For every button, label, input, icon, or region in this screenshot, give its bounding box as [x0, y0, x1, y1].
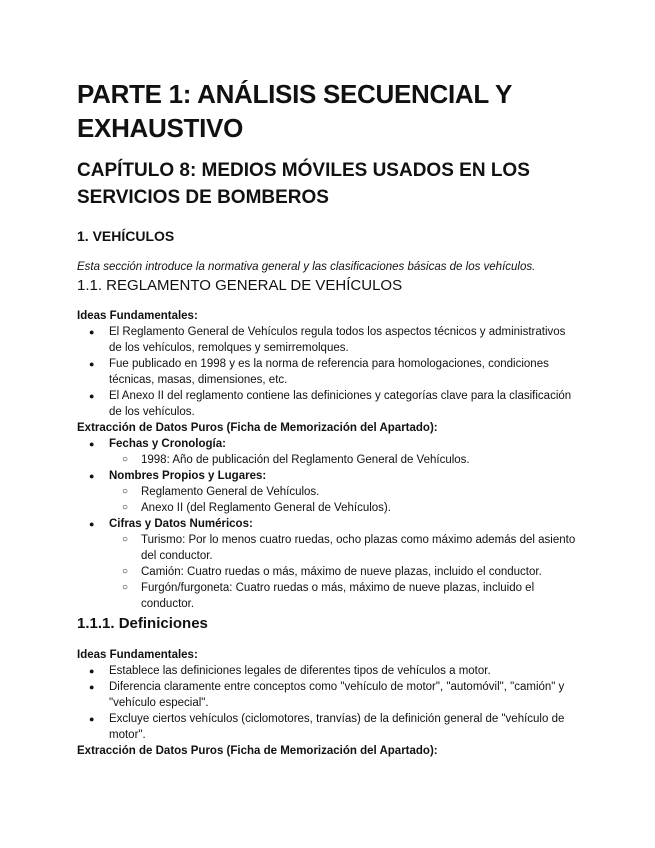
category-numbers: ● Cifras y Datos Numéricos: — [77, 516, 577, 532]
section-1-1-1-body — [77, 647, 577, 759]
list-item: ● El Reglamento General de Vehículos regula todos los aspectos técnicos y administrativos de los vehículos, remolques y semirremolques. — [77, 324, 577, 356]
section-1-1-1-title: 1.1.1. Definiciones — [77, 615, 208, 632]
section-1-1-body — [77, 308, 577, 612]
part-title: PARTE 1: ANÁLISIS SECUENCIAL Y EXHAUSTIVO — [77, 79, 512, 143]
ideas-list — [77, 663, 577, 743]
extraction-label: Extracción de Datos Puros (Ficha de Memorización del Apartado): — [77, 422, 438, 434]
category-names: ● Nombres Propios y Lugares: — [77, 468, 577, 484]
section-1-intro: Esta sección introduce la normativa general y las clasificaciones básicas de los vehículos. — [77, 261, 536, 273]
ideas-list — [77, 324, 577, 420]
section-1-title: 1. VEHÍCULOS — [77, 228, 175, 244]
section-1-1-title: 1.1. REGLAMENTO GENERAL DE VEHÍCULOS — [77, 277, 403, 294]
list-item: ○ Camión: Cuatro ruedas o más, máximo de nueve plazas, incluido el conductor. — [77, 564, 577, 580]
list-item: ● El Anexo II del reglamento contiene las definiciones y categorías clave para la clasificación de los vehículos. — [77, 388, 577, 420]
extraction-label: Extracción de Datos Puros (Ficha de Memorización del Apartado): — [77, 745, 438, 757]
list-item: ● Excluye ciertos vehículos (ciclomotores, tranvías) de la definición general de "vehículo de motor". — [77, 711, 577, 743]
list-item: ○ Furgón/furgoneta: Cuatro ruedas o más, máximo de nueve plazas, incluido el conductor. — [77, 580, 577, 612]
list-item: ○ 1998: Año de publicación del Reglamento General de Vehículos. — [77, 452, 577, 468]
list-item: ○ Turismo: Por lo menos cuatro ruedas, ocho plazas como máximo además del asiento del conductor. — [77, 532, 577, 564]
list-item: ○ Reglamento General de Vehículos. — [77, 484, 577, 500]
categories-list — [77, 436, 577, 612]
ideas-label: Ideas Fundamentales: — [77, 649, 198, 661]
list-item: ○ Anexo II (del Reglamento General de Vehículos). — [77, 500, 577, 516]
list-item: ● Diferencia claramente entre conceptos como "vehículo de motor", "automóvil", "camión" y "vehículo especial". — [77, 679, 577, 711]
list-item: ● Establece las definiciones legales de diferentes tipos de vehículos a motor. — [77, 663, 577, 679]
category-dates: ● Fechas y Cronología: — [77, 436, 577, 452]
ideas-label: Ideas Fundamentales: — [77, 310, 198, 322]
list-item: ● Fue publicado en 1998 y es la norma de referencia para homologaciones, condiciones técnicas, masas, dimensiones, etc. — [77, 356, 577, 388]
chapter-title: CAPÍTULO 8: MEDIOS MÓVILES USADOS EN LOS SERVICIOS DE BOMBEROS — [77, 160, 530, 208]
